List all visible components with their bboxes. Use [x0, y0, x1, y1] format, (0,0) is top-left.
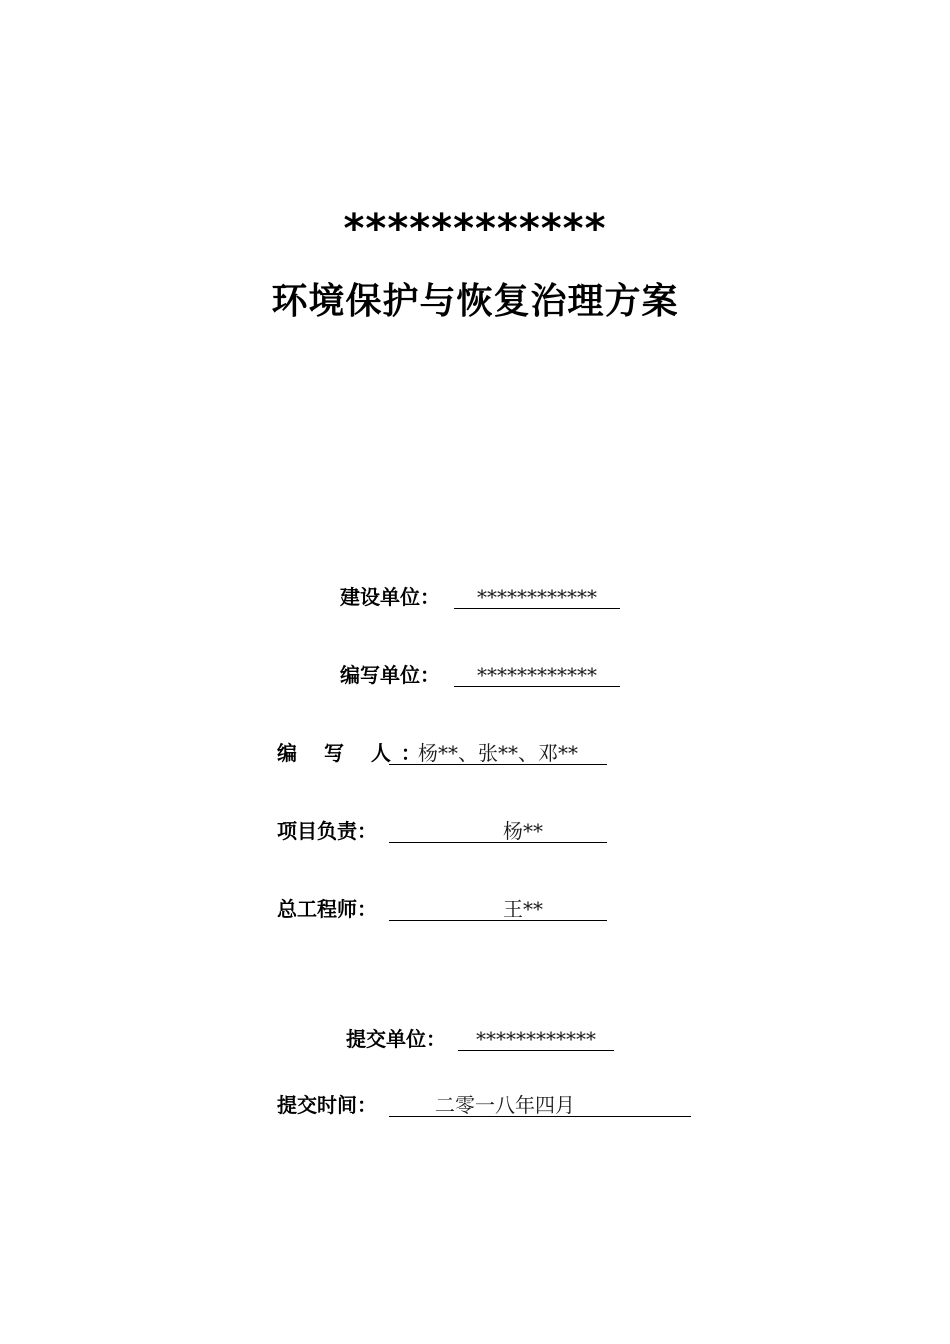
field-label: 提交时间： — [277, 1093, 377, 1117]
field-label: 总工程师： — [277, 897, 377, 921]
field-underline — [458, 1050, 614, 1051]
field-underline — [454, 686, 620, 687]
field-project-lead — [277, 816, 617, 846]
field-label: 项目负责： — [277, 819, 377, 843]
field-construction-unit — [340, 582, 630, 612]
field-chief-engineer — [277, 894, 617, 924]
field-submitting-unit — [346, 1024, 626, 1054]
field-value: ************ — [477, 663, 597, 687]
document-title: 环境保护与恢复治理方案 — [271, 281, 679, 322]
field-value: 杨**、张**、邓** — [418, 741, 578, 765]
field-underline — [389, 764, 607, 765]
field-value: 杨** — [503, 819, 543, 843]
field-label: 建设单位： — [340, 585, 440, 609]
document-title-line1: ************ — [343, 206, 607, 252]
field-underline — [454, 608, 620, 609]
field-label: 编写单位： — [340, 663, 440, 687]
field-underline — [389, 920, 607, 921]
field-compilers — [277, 738, 617, 768]
field-submission-time — [277, 1090, 697, 1120]
field-underline — [389, 842, 607, 843]
field-value: ************ — [477, 585, 597, 609]
field-label: 提交单位： — [346, 1027, 446, 1051]
field-label: 编 写 人： — [277, 741, 431, 765]
field-underline — [389, 1116, 691, 1117]
field-value: ************ — [476, 1027, 596, 1051]
field-value: 王** — [503, 897, 543, 921]
field-value: 二零一八年四月 — [435, 1093, 575, 1117]
field-compiling-unit — [340, 660, 630, 690]
